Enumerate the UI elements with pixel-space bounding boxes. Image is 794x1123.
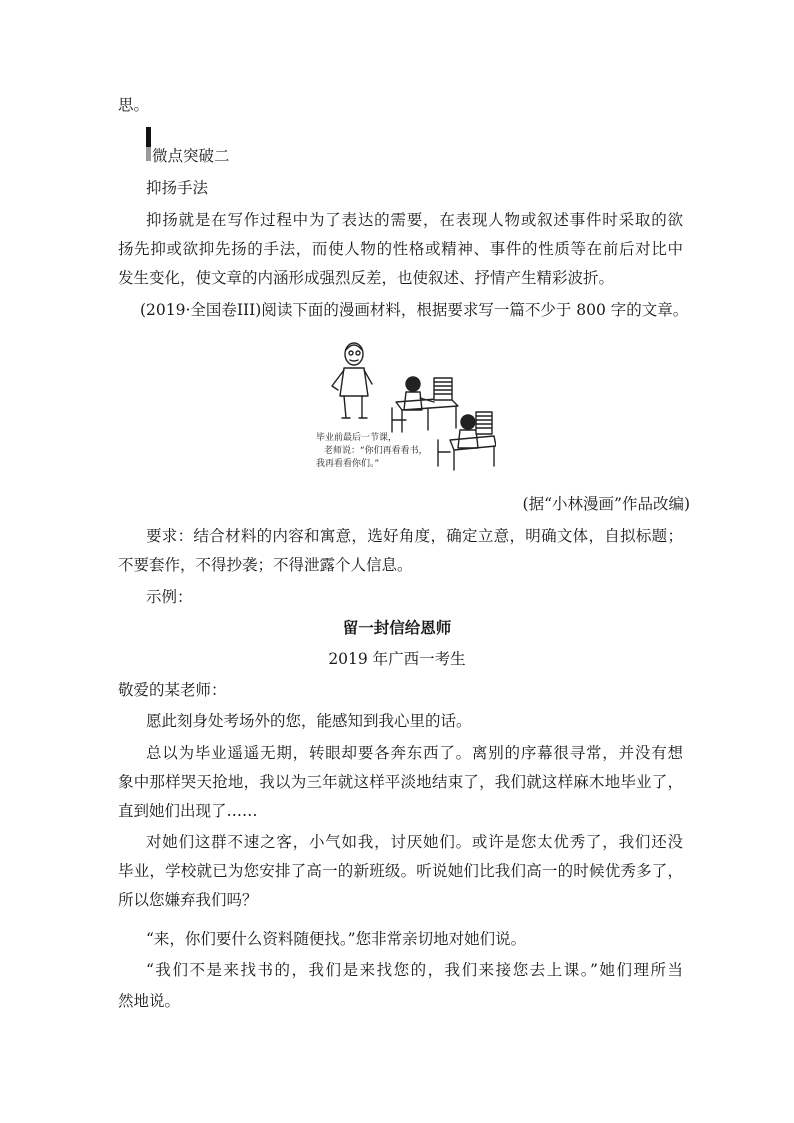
essay-salutation: 敬爱的某老师： xyxy=(118,681,227,699)
intro-line-3: 发生变化，使文章的内涵形成强烈反差，也使叙述、抒情产生精彩波折。 xyxy=(118,269,615,287)
requirements-line-2: 不要套作，不得抄袭；不得泄露个人信息。 xyxy=(118,556,413,574)
continuation-text: 思。 xyxy=(118,96,150,114)
essay-p2-line-3: 直到她们出现了…… xyxy=(118,802,258,820)
requirements-line-1: 要求：结合材料的内容和寓意，选好角度，确定立意，明确文体，自拟标题； xyxy=(146,527,683,545)
intro-line-2: 扬先抑或欲抑先扬的手法，而使人物的性格或精神、事件的性质等在前后对比中 xyxy=(118,240,683,258)
essay-paragraph-1: 愿此刻身处考场外的您，能感知到我心里的话。 xyxy=(146,712,472,730)
intro-line-1: 抑扬就是在写作过程中为了表达的需要，在表现人物或叙述事件时采取的欲 xyxy=(146,211,683,229)
essay-p5-line-2: 然地说。 xyxy=(118,992,181,1010)
cartoon-caption-3: 我再看看你们。” xyxy=(316,459,380,469)
prompt-text: (2019·全国卷III)阅读下面的漫画材料，根据要求写一篇不少于 800 字的文章。 xyxy=(140,301,689,319)
section-marker xyxy=(146,127,151,161)
section-heading: 抑扬手法 xyxy=(146,179,209,197)
cartoon-illustration xyxy=(310,336,496,476)
essay-p2-line-2: 象中那样哭天抢地，我以为三年就这样平淡地结束了，我们就这样麻木地毕业了， xyxy=(118,773,683,791)
essay-paragraph-4: “来，你们要什么资料随便找。”您非常亲切地对她们说。 xyxy=(146,930,527,948)
section-title: 微点突破二 xyxy=(152,147,230,165)
essay-p3-line-3: 所以您嫌弃我们吗？ xyxy=(118,891,258,909)
essay-p3-line-2: 毕业，学校就已为您安排了高一的新班级。听说她们比我们高一的时候优秀多了， xyxy=(118,862,683,880)
cartoon-caption-1: 毕业前最后一节课， xyxy=(316,433,398,443)
cartoon-source: (据“小林漫画”作品改编) xyxy=(522,495,690,513)
essay-p2-line-1: 总以为毕业遥遥无期，转眼却要各奔东西了。离别的序幕很寻常，并没有想 xyxy=(146,744,683,762)
essay-author: 2019 年广西一考生 xyxy=(328,650,466,668)
essay-p5-line-1: “我们不是来找书的，我们是来找您的，我们来接您去上课。”她们理所当 xyxy=(146,961,683,979)
essay-title: 留一封信给恩师 xyxy=(342,618,452,637)
essay-p3-line-1: 对她们这群不速之客，小气如我，讨厌她们。或许是您太优秀了，我们还没 xyxy=(146,833,683,851)
cartoon-caption-2: 老师说：“你们再看看书， xyxy=(324,446,428,456)
example-label: 示例： xyxy=(146,588,193,606)
